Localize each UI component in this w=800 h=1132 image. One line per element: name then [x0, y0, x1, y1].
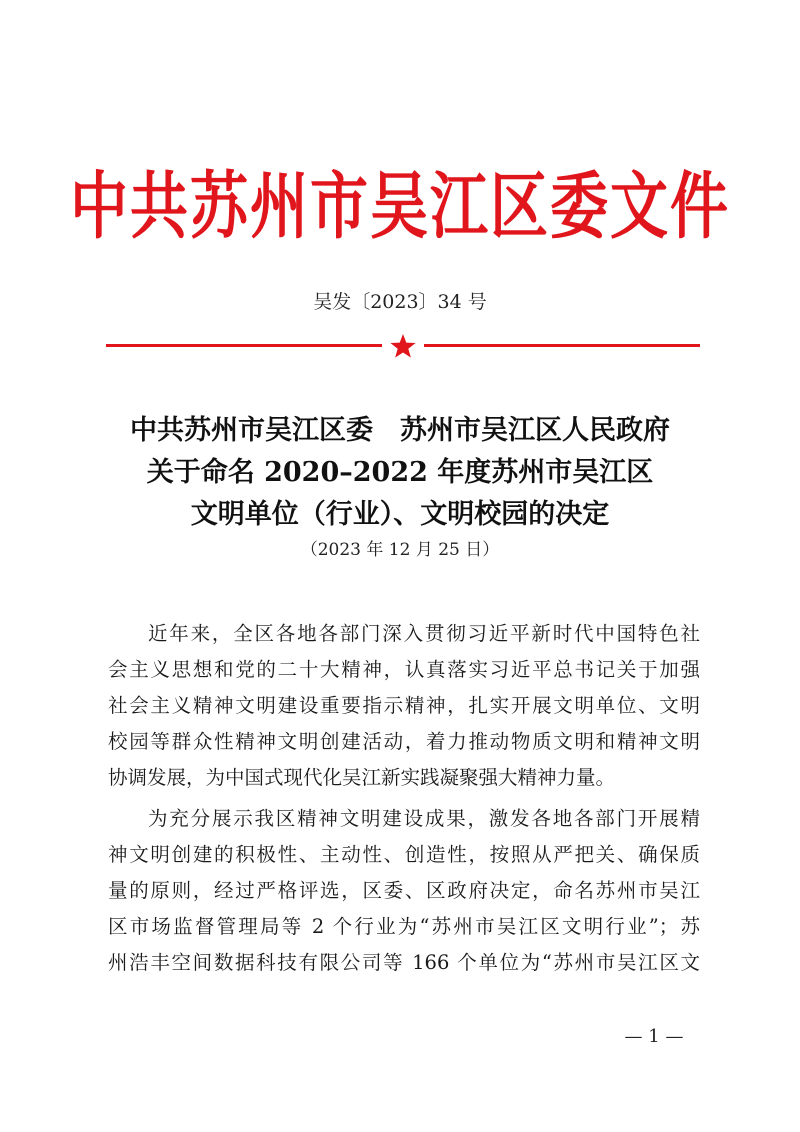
title-line-3: 文明单位（行业）、文明校园的决定: [190, 499, 610, 530]
body-text: [108, 616, 700, 981]
paragraph-1-line: 社会主义精神文明建设重要指示精神，扎实开展文明单位、文明: [108, 694, 700, 717]
divider-line-right: [424, 344, 700, 347]
document-number: 吴发〔2023〕34 号: [313, 291, 487, 313]
paragraph-1-line: 会主义思想和党的二十大精神，认真落实习近平总书记关于加强: [108, 658, 700, 681]
red-divider: [106, 334, 700, 358]
paragraph-1-line: 协调发展，为中国式现代化吴江新实践凝聚强大精神力量。: [108, 766, 616, 789]
divider-line-left: [106, 344, 382, 347]
paragraph-2-line: 为充分展示我区精神文明建设成果，激发各地各部门开展精: [148, 807, 700, 830]
star-icon: [389, 334, 417, 358]
paragraph-2-line: 区市场监督管理局等 2 个行业为“苏州市吴江区文明行业”；苏: [108, 915, 700, 938]
paragraph-2-line: 州浩丰空间数据科技有限公司等 166 个单位为“苏州市吴江区文: [108, 951, 700, 974]
page-number: — 1 —: [624, 1026, 684, 1047]
decision-title: [0, 410, 800, 536]
paragraph-2-line: 量的原则，经过严格评选，区委、区政府决定，命名苏州市吴江: [108, 879, 700, 902]
issue-date: （2023 年 12 月 25 日）: [300, 540, 500, 560]
paragraph-1-line: 近年来，全区各地各部门深入贯彻习近平新时代中国特色社: [148, 622, 700, 645]
title-line-2: 关于命名 2020–2022 年度苏州市吴江区: [146, 457, 654, 488]
paragraph-2-line: 神文明创建的积极性、主动性、创造性，按照从严把关、确保质: [108, 843, 700, 866]
masthead-title: 中共苏州市吴江区委文件: [69, 163, 730, 249]
paragraph-1-line: 校园等群众性精神文明创建活动，着力推动物质文明和精神文明: [108, 730, 700, 753]
title-line-1: 中共苏州市吴江区委 苏州市吴江区人民政府: [130, 415, 670, 446]
